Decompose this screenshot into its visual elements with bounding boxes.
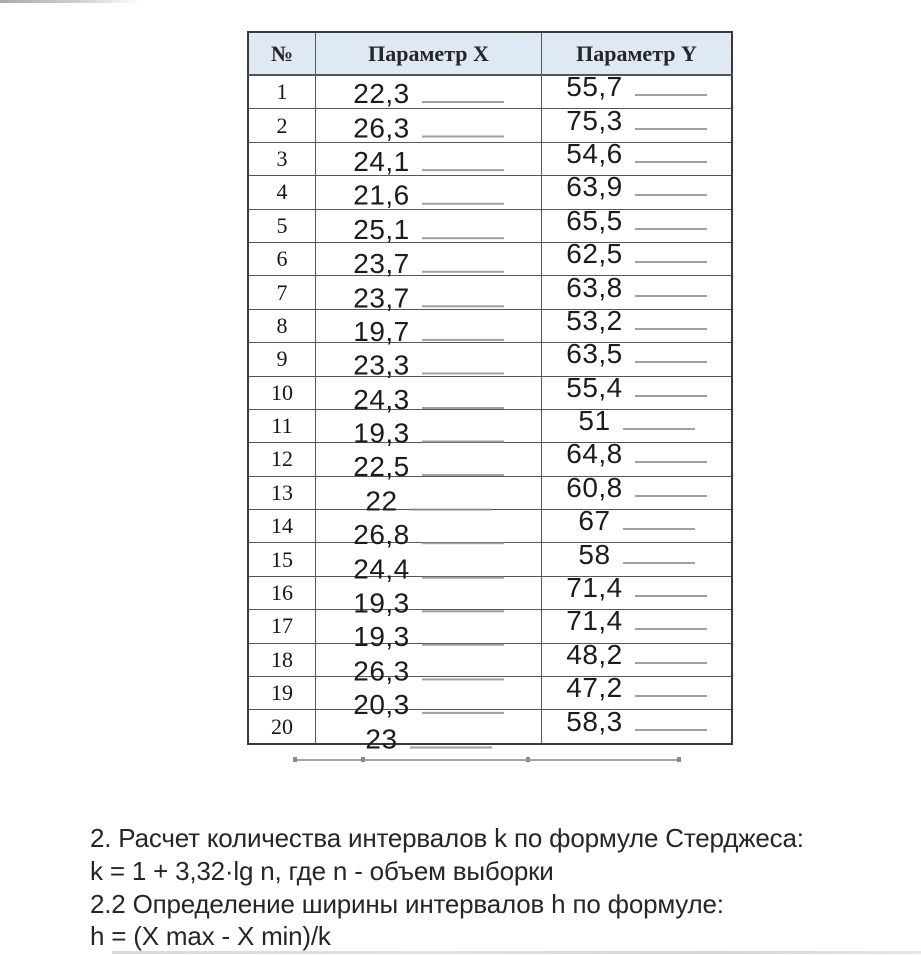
cell-value: 64,8: [566, 438, 623, 470]
cell-value: 54,6: [566, 137, 623, 169]
cell-value: 22: [365, 485, 398, 517]
cell-value: 23: [365, 723, 398, 755]
cell-value: 19,3: [353, 587, 410, 619]
cell-value: 60,8: [566, 471, 623, 503]
scan-underline: [422, 271, 504, 273]
row-number-cell: 8: [248, 309, 316, 342]
cell-value: 53,2: [566, 304, 623, 336]
cell-value: 22,5: [353, 451, 410, 483]
scan-underline: [422, 678, 504, 680]
scan-rule-tick: [526, 757, 530, 762]
scan-underline: [410, 746, 492, 748]
row-number-cell: 16: [248, 576, 316, 609]
cell-value: 71,4: [566, 572, 623, 604]
row-number-cell: 10: [248, 376, 316, 409]
row-number-cell: 13: [248, 476, 316, 509]
row-number-cell: 14: [248, 510, 316, 543]
param-x-cell: [316, 276, 542, 313]
row-number-cell: 12: [248, 443, 316, 476]
table-header-row: [248, 32, 732, 75]
cell-value: 19,7: [353, 315, 410, 347]
param-x-cell: [316, 142, 542, 178]
row-number-cell: 3: [248, 142, 316, 175]
cell-value: 23,7: [353, 281, 410, 313]
cell-value: 51: [578, 405, 611, 437]
scan-underline: [623, 562, 695, 564]
cell-value: 26,3: [353, 112, 410, 144]
scan-underline: [422, 373, 504, 375]
scan-underline: [422, 644, 504, 646]
cell-value: 63,5: [566, 338, 623, 370]
scan-rule-tick: [293, 757, 297, 762]
note-sturges-title: 2. Расчет количества интервалов k по формуле Стерджеса:: [90, 823, 804, 853]
cell-value: 75,3: [566, 104, 623, 136]
cell-value: 47,2: [566, 672, 623, 704]
top-edge-artifact: [0, 0, 142, 3]
scan-underline: [635, 729, 707, 731]
scan-underline: [422, 135, 504, 137]
scan-rule-tick: [361, 757, 365, 762]
row-number-cell: 1: [248, 75, 316, 109]
scan-underline: [635, 662, 707, 664]
row-number-cell: 4: [248, 176, 316, 209]
row-number-cell: 20: [248, 710, 316, 744]
param-y-cell: [542, 705, 733, 744]
row-number-cell: 5: [248, 209, 316, 242]
cell-value: 55,4: [566, 371, 623, 403]
scan-underline: [422, 339, 504, 341]
scan-underline: [422, 441, 504, 443]
cell-value: 23,3: [353, 349, 410, 381]
note-sturges-formula: k = 1 + 3,32·lg n, где n - объем выборки: [90, 855, 554, 886]
cell-value: 55,7: [566, 71, 623, 103]
note-interval-width-formula: h = (X max - X min)/k: [90, 921, 331, 952]
scan-underline: [635, 194, 707, 196]
row-number-cell: 11: [248, 409, 316, 442]
cell-value: 63,9: [566, 171, 623, 203]
row-number-cell: 17: [248, 610, 316, 643]
cell-value: 67: [578, 505, 611, 537]
note-interval-width-title: 2.2 Определение ширины интервалов h по формуле:: [90, 888, 724, 919]
scan-underline: [422, 305, 504, 307]
scan-underline: [623, 428, 695, 430]
scan-underline: [422, 169, 504, 171]
param-x-cell: [316, 109, 542, 142]
parameters-table: [247, 31, 733, 755]
cell-value: 58: [578, 538, 611, 570]
scan-underline: [422, 101, 504, 103]
scan-underline: [635, 595, 707, 597]
notes-block: [90, 822, 900, 953]
scan-underline: [410, 508, 492, 510]
cell-value: 25,1: [353, 213, 410, 245]
cell-value: 22,3: [353, 78, 410, 110]
cell-value: 65,5: [566, 204, 623, 236]
scan-underline: [422, 475, 504, 477]
scan-underline: [635, 261, 707, 263]
cell-value: 23,7: [353, 247, 410, 279]
scan-underline: [422, 203, 504, 205]
header-param-x: Параметр X: [316, 32, 542, 75]
header-param-y: Параметр Y: [542, 32, 733, 75]
row-number-cell: 6: [248, 242, 316, 275]
param-x-cell: [316, 242, 542, 279]
row-number-cell: 2: [248, 109, 316, 142]
cell-value: 71,4: [566, 605, 623, 637]
row-number-cell: 7: [248, 276, 316, 309]
row-number-cell: 15: [248, 543, 316, 576]
cell-value: 19,3: [353, 417, 410, 449]
cell-value: 24,4: [353, 553, 410, 585]
row-number-cell: 18: [248, 643, 316, 676]
cell-value: 21,6: [353, 180, 410, 212]
scan-underline: [422, 576, 504, 578]
scan-underline: [422, 610, 504, 612]
scan-underline: [635, 395, 707, 397]
param-x-cell: [316, 75, 542, 109]
bottom-edge-line: [112, 951, 921, 954]
cell-value: 26,8: [353, 519, 410, 551]
scan-rule-tick: [677, 757, 681, 762]
scan-rule-line: [293, 759, 681, 761]
row-number-cell: 19: [248, 677, 316, 710]
scan-underline: [635, 128, 707, 130]
cell-value: 58,3: [566, 705, 623, 737]
scan-underline: [635, 495, 707, 497]
row-number-cell: 9: [248, 343, 316, 376]
scan-underline: [422, 407, 504, 409]
scan-underline: [422, 542, 504, 544]
scan-underline: [422, 237, 504, 239]
scan-underline: [635, 295, 707, 297]
cell-value: 20,3: [353, 689, 410, 721]
scan-underline: [635, 461, 707, 463]
cell-value: 26,3: [353, 655, 410, 687]
scan-underline: [635, 628, 707, 630]
cell-value: 63,8: [566, 271, 623, 303]
cell-value: 48,2: [566, 638, 623, 670]
table-body: [248, 71, 732, 755]
scan-underline: [635, 228, 707, 230]
param-x-cell: [316, 209, 542, 245]
param-x-cell: [316, 309, 542, 347]
param-x-cell: [316, 176, 542, 212]
cell-value: 19,3: [353, 621, 410, 653]
scan-underline: [635, 94, 707, 96]
table-header: [248, 32, 732, 75]
cell-value: 62,5: [566, 238, 623, 270]
scan-underline: [635, 695, 707, 697]
scan-underline: [422, 712, 504, 714]
cell-value: 24,3: [353, 383, 410, 415]
scan-underline: [635, 328, 707, 330]
scan-underline: [623, 528, 695, 530]
scan-underline: [635, 161, 707, 163]
cell-value: 24,1: [353, 146, 410, 178]
header-number: №: [248, 32, 316, 75]
scan-underline: [635, 361, 707, 363]
